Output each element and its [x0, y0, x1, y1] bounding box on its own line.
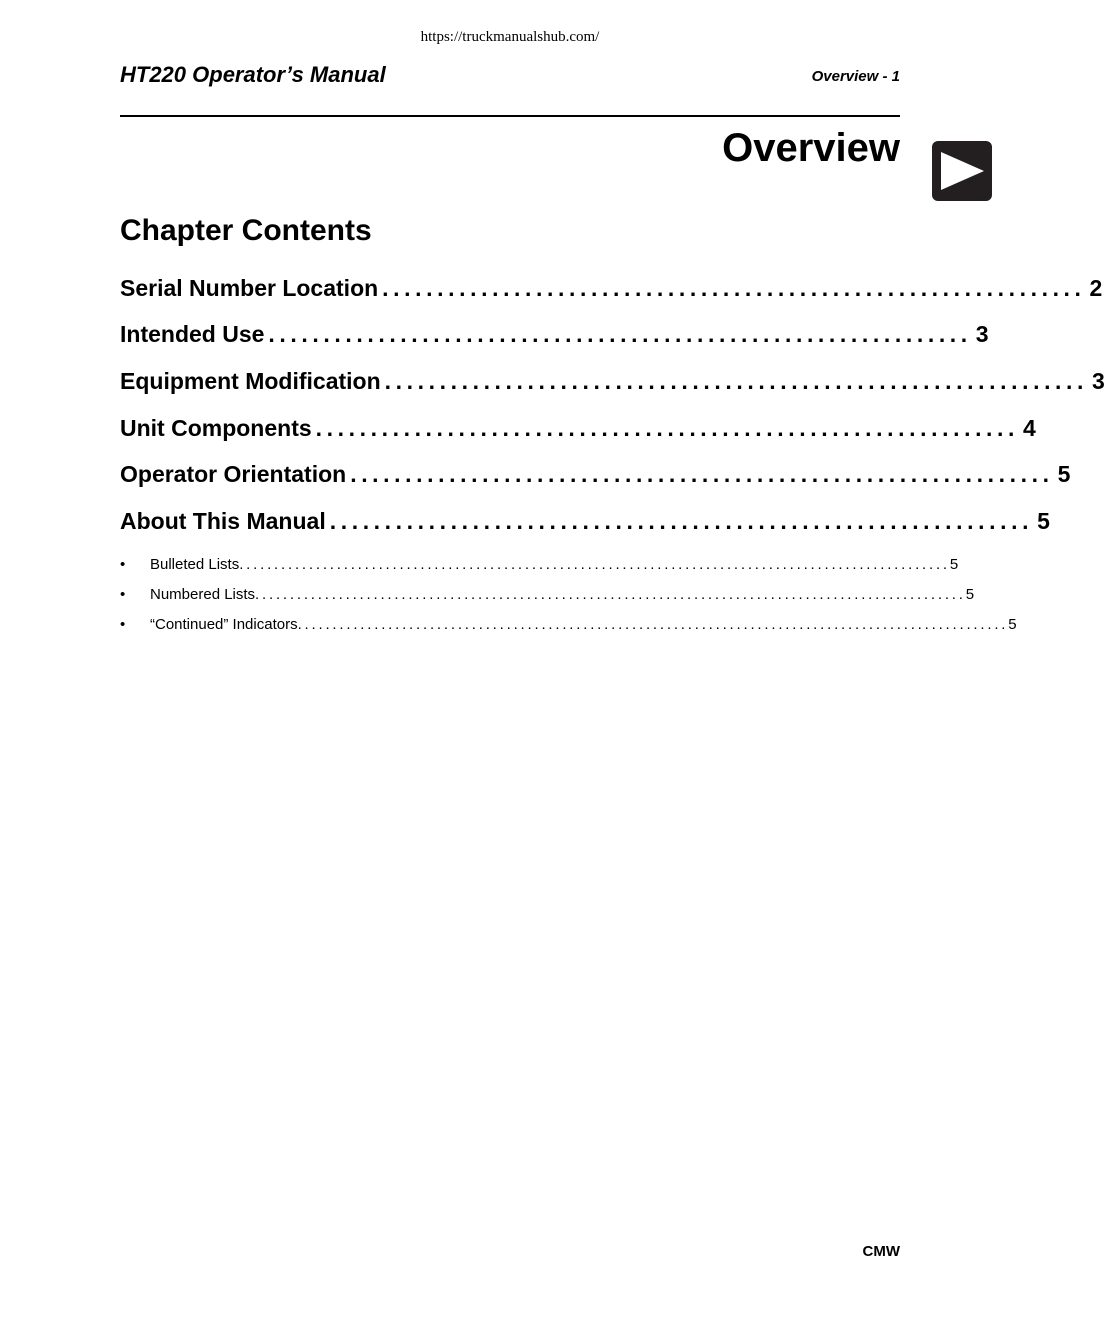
chapter-contents-heading: Chapter Contents — [120, 214, 372, 247]
toc-entry-page: 3 — [1092, 368, 1105, 394]
toc-sub-entry[interactable] — [120, 615, 1017, 635]
source-url: https://truckmanualshub.com/ — [420, 29, 600, 45]
right-arrow-glyph — [932, 141, 992, 201]
toc-dot-leader: ................................................................ — [350, 461, 1054, 487]
footer-code: CMW — [862, 1243, 900, 1260]
toc-dot-leader: ................................................................ — [268, 321, 972, 347]
toc-sub-entry-title: “Continued” Indicators — [150, 616, 298, 633]
toc-sub-entry-title: Bulleted Lists — [150, 556, 240, 573]
toc-entry-page: 4 — [1023, 415, 1036, 441]
toc-dot-leader: ................................................................ — [315, 415, 1020, 441]
toc-entry-title: Intended Use — [120, 321, 265, 347]
toc-entry-title: About This Manual — [120, 508, 326, 534]
toc-entry-title: Unit Components — [120, 415, 312, 441]
toc-entry[interactable] — [120, 366, 1105, 396]
toc-sub-entry[interactable] — [120, 555, 959, 575]
toc-entry[interactable] — [120, 319, 989, 349]
page-number-label: Overview - 1 — [811, 68, 900, 85]
toc-entry-title: Operator Orientation — [120, 461, 347, 487]
bullet-glyph: • — [120, 556, 126, 573]
toc-entry-page: 2 — [1089, 275, 1103, 301]
toc-dot-leader: ................................................................ — [329, 508, 1034, 534]
toc-entry-title: Equipment Modification — [120, 368, 381, 394]
bullet-glyph: • — [120, 616, 126, 633]
toc-dot-leader: ...................................................................................................... — [255, 586, 966, 603]
toc-entry[interactable] — [120, 273, 1103, 303]
chapter-heading: Overview — [722, 126, 900, 170]
toc-dot-leader: ...................................................................................................... — [239, 556, 950, 573]
toc-entry-title: Serial Number Location — [120, 275, 379, 301]
toc-entry[interactable] — [120, 413, 1036, 443]
toc-dot-leader: ...................................................................................................... — [297, 616, 1009, 633]
toc-entry-page: 5 — [1037, 508, 1050, 534]
header-divider — [120, 115, 900, 117]
toc-dot-leader: ................................................................ — [382, 275, 1086, 301]
toc-entry-page: 3 — [975, 321, 989, 347]
toc-sub-entry-page: 5 — [965, 586, 975, 603]
toc-sub-entry-page: 5 — [949, 556, 959, 573]
toc-entry[interactable] — [120, 459, 1071, 489]
toc-sub-entry[interactable] — [120, 585, 975, 605]
bullet-glyph: • — [120, 586, 126, 603]
toc-dot-leader: ................................................................ — [384, 368, 1089, 394]
toc-entry-page: 5 — [1057, 461, 1071, 487]
manual-title: HT220 Operator’s Manual — [120, 62, 386, 87]
toc-entry[interactable] — [120, 506, 1050, 536]
right-arrow-tab-icon — [932, 141, 992, 201]
toc-sub-entry-page: 5 — [1008, 616, 1017, 633]
toc-sub-entry-title: Numbered Lists — [150, 586, 256, 603]
